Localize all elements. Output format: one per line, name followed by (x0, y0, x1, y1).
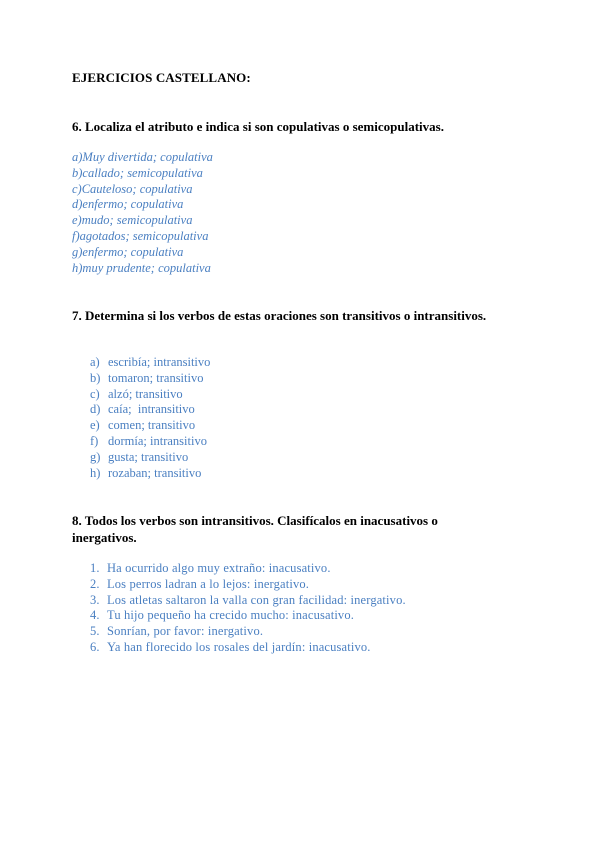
answer-item: a)Muy divertida; copulativa (72, 150, 213, 164)
answer-item: b)callado; semicopulativa (72, 165, 203, 180)
answer-text: comen; transitivo (108, 418, 196, 433)
answer-item (90, 371, 210, 387)
question-6-heading: 6. Localiza el atributo e indica si son copulativas o semicopulativas. (72, 119, 444, 134)
list-marker: h) (90, 465, 101, 480)
answer-item (90, 450, 210, 466)
answer-text: gusta; transitivo (108, 449, 189, 464)
answer-text: escribía; intransitivo (108, 355, 211, 369)
list-marker: f) (90, 433, 99, 448)
answer-text: alzó; transitivo (108, 386, 183, 401)
list-marker: 3. (90, 592, 100, 607)
answer-item (90, 387, 210, 403)
answer-text: Los perros ladran a lo lejos: inergativo. (107, 576, 310, 591)
answer-item: h)muy prudente; copulativa (72, 260, 211, 275)
list-marker: d) (90, 402, 101, 417)
question-7-answers (90, 355, 210, 481)
list-marker: a) (90, 355, 100, 369)
answer-text: Tu hijo pequeño ha crecido mucho: inacusativo. (107, 608, 355, 623)
question-7-heading: 7. Determina si los verbos de estas oraciones son transitivos o intransitivos. (72, 308, 487, 323)
answer-item: e)mudo; semicopulativa (72, 213, 193, 228)
answer-text: Sonrían, por favor: inergativo. (107, 624, 264, 639)
answer-item (90, 640, 406, 656)
list-marker: 1. (90, 561, 100, 575)
answer-item (90, 561, 406, 577)
question-6-answers (72, 150, 213, 276)
list-marker: c) (90, 386, 100, 401)
list-marker: 2. (90, 576, 100, 591)
list-marker: g) (90, 449, 101, 464)
answer-text: Los atletas saltaron la valla con gran facilidad: inergativo. (107, 592, 406, 607)
list-marker: e) (90, 418, 100, 433)
answer-item (90, 608, 406, 624)
answer-text: caía; intransitivo (108, 402, 195, 417)
answer-item: d)enfermo; copulativa (72, 197, 184, 212)
answer-item (90, 418, 210, 434)
answer-text: dormía; intransitivo (108, 433, 207, 448)
answer-text: tomaron; transitivo (108, 370, 204, 385)
answer-item (90, 577, 406, 593)
answer-item (90, 466, 210, 482)
answer-item: g)enfermo; copulativa (72, 244, 184, 259)
answer-item (90, 434, 210, 450)
list-marker: b) (90, 370, 101, 385)
question-8-answers (90, 561, 406, 656)
answer-item: f)agotados; semicopulativa (72, 228, 209, 243)
answer-item (90, 593, 406, 609)
answer-item (90, 624, 406, 640)
list-marker: 4. (90, 608, 100, 623)
list-marker: 5. (90, 624, 100, 639)
answer-text: Ha ocurrido algo muy extraño: inacusativo. (107, 561, 331, 575)
answer-item: c)Cauteloso; copulativa (72, 181, 193, 196)
list-marker: 6. (90, 639, 100, 654)
answer-text: Ya han florecido los rosales del jardín: inacusativo. (107, 639, 371, 654)
answer-item (90, 355, 210, 371)
question-8-heading: 8. Todos los verbos son intransitivos. Clasifícalos en inacusativos o inergativos. (72, 513, 438, 545)
page-title: EJERCICIOS CASTELLANO: (72, 70, 251, 85)
answer-text: rozaban; transitivo (108, 465, 202, 480)
answer-item (90, 402, 210, 418)
